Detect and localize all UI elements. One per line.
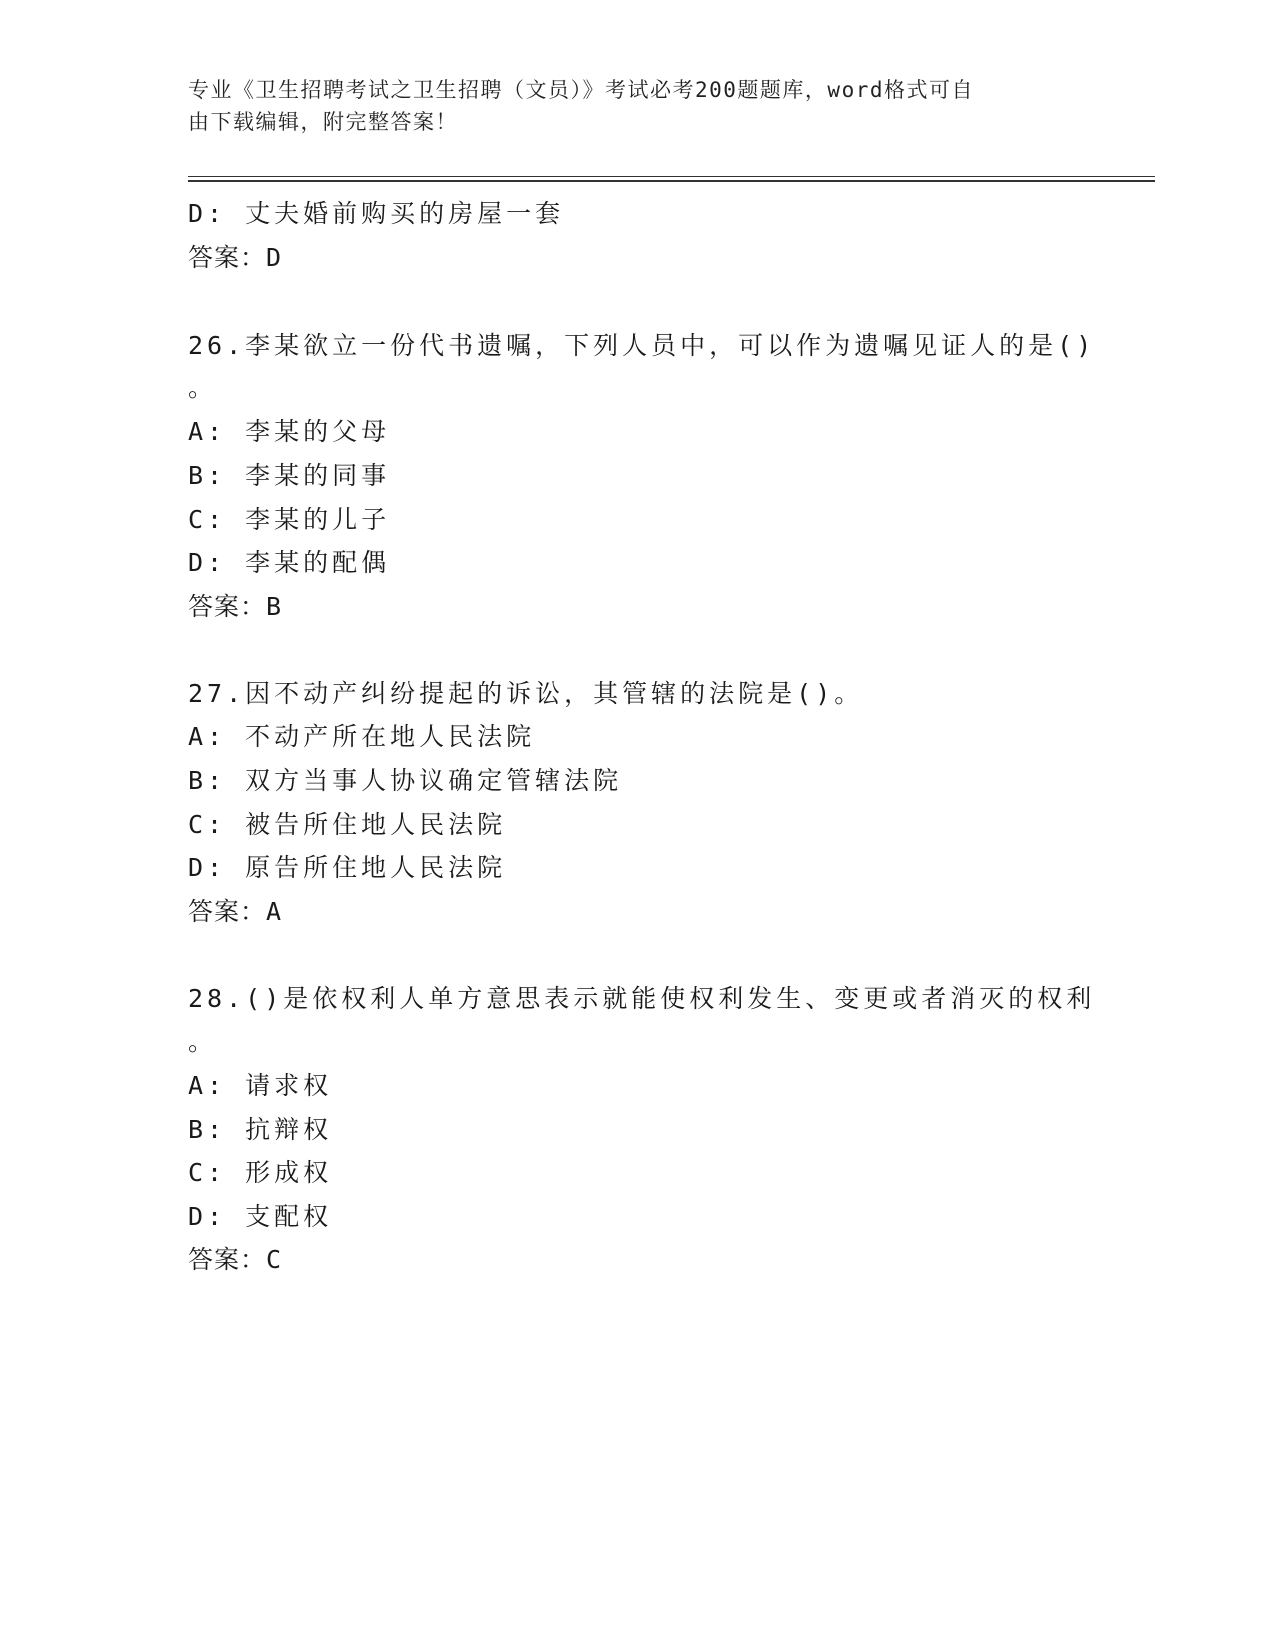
question-28-stem-cont: 。 [188,1027,218,1056]
answer-value: B [266,592,283,621]
prev-answer [188,238,282,274]
answer-label: 答案： [188,897,267,926]
question-28-option-c: C: 形成权 [188,1158,333,1187]
question-26-option-b: B: 李某的同事 [188,461,391,490]
question-26-option-a: A: 李某的父母 [188,417,391,446]
answer-label: 答案： [188,1245,267,1274]
question-28-answer [188,1240,282,1276]
question-27-answer [188,892,282,928]
question-27-option-c: C: 被告所住地人民法院 [188,810,507,839]
question-26-answer [188,587,282,623]
prev-option-d: D: 丈夫婚前购买的房屋一套 [188,199,565,228]
question-27-option-a: A: 不动产所在地人民法院 [188,722,536,751]
question-26-stem-cont: 。 [188,373,218,402]
document-header [188,74,1068,138]
answer-value: A [266,897,283,926]
question-28-option-b: B: 抗辩权 [188,1115,333,1144]
question-28-option-d: D: 支配权 [188,1202,333,1231]
answer-value: D [266,243,283,272]
question-26-option-c: C: 李某的儿子 [188,505,391,534]
question-27-option-d: D: 原告所住地人民法院 [188,853,507,882]
question-26-stem: 26.李某欲立一份代书遗嘱，下列人员中，可以作为遗嘱见证人的是() [188,331,1096,360]
question-28-stem: 28.()是依权利人单方意思表示就能使权利发生、变更或者消灭的权利 [188,984,1096,1013]
question-28-option-a: A: 请求权 [188,1071,333,1100]
answer-label: 答案： [188,592,267,621]
header-line-1: 专业《卫生招聘考试之卫生招聘（文员）》考试必考200题题库，word格式可自 [188,78,974,102]
question-27-stem: 27.因不动产纠纷提起的诉讼，其管辖的法院是()。 [188,679,864,708]
header-line-2: 由下载编辑，附完整答案！ [188,110,458,134]
header-rule-thick [188,180,1155,182]
header-rule-thin [188,176,1155,177]
answer-label: 答案： [188,243,267,272]
answer-value: C [266,1245,283,1274]
question-26-option-d: D: 李某的配偶 [188,548,391,577]
question-27-option-b: B: 双方当事人协议确定管辖法院 [188,766,623,795]
